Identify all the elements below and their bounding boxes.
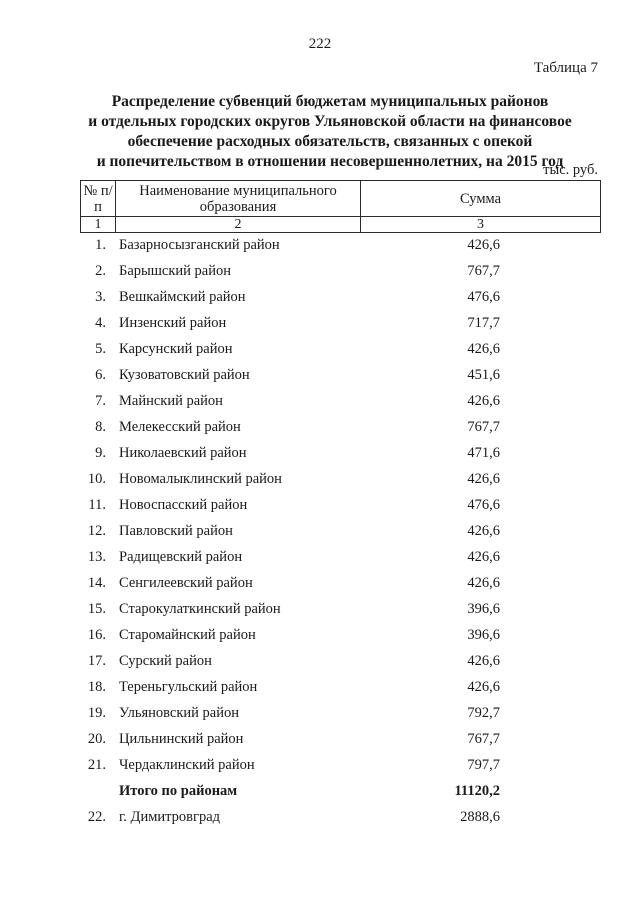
municipality-name: Мелекесский район: [119, 419, 241, 435]
municipality-name: Сенгилеевский район: [119, 575, 253, 591]
title-line: и попечительством в отношении несовершеннолетних, на 2015 год: [96, 153, 564, 170]
row-number: 19.: [87, 705, 106, 721]
table-body: [0, 233, 640, 831]
municipality-name: г. Димитровград: [119, 809, 221, 825]
total-label: Итого по районам: [119, 783, 238, 799]
row-number: 20.: [87, 731, 106, 747]
row-number: 16.: [87, 627, 106, 643]
municipality-name: Новомалыклинский район: [119, 471, 282, 487]
table-row: [0, 623, 640, 649]
table-row: [0, 415, 640, 441]
municipality-name: Базарносызганский район: [119, 237, 280, 253]
municipality-name: Радищевский район: [119, 549, 243, 565]
amount: 426,6: [467, 523, 500, 539]
total-amount: 11120,2: [454, 783, 500, 799]
header-sum: Сумма: [361, 181, 601, 217]
municipality-name: Чердаклинский район: [119, 757, 255, 773]
row-number: 12.: [87, 523, 106, 539]
title-line: обеспечение расходных обязательств, связанных с опекой: [127, 133, 533, 150]
municipality-name: Тереньгульский район: [119, 679, 258, 695]
amount: 426,6: [467, 549, 500, 565]
column-index: 3: [361, 217, 601, 233]
municipality-name: Новоспасский район: [119, 497, 248, 513]
amount: 717,7: [467, 315, 500, 331]
amount: 426,6: [467, 341, 500, 357]
row-number: 3.: [95, 289, 106, 305]
amount: 476,6: [467, 289, 500, 305]
municipality-name: Цильнинский район: [119, 731, 244, 747]
header-name: Наименование муниципального образования: [116, 181, 361, 217]
row-number: 17.: [87, 653, 106, 669]
municipality-name: Барышский район: [119, 263, 231, 279]
amount: 426,6: [467, 393, 500, 409]
amount: 426,6: [467, 237, 500, 253]
amount: 426,6: [467, 471, 500, 487]
total-row: [0, 779, 640, 805]
table-row: [0, 649, 640, 675]
column-index: 2: [116, 217, 361, 233]
row-number: 8.: [95, 419, 106, 435]
municipality-name: Карсунский район: [119, 341, 233, 357]
column-index: 1: [81, 217, 116, 233]
amount: 396,6: [467, 601, 500, 617]
row-number: 4.: [95, 315, 106, 331]
amount: 476,6: [467, 497, 500, 513]
municipality-name: Старомайнский район: [119, 627, 256, 643]
table-row: [0, 805, 640, 831]
row-number: 1.: [95, 237, 106, 253]
amount: 396,6: [467, 627, 500, 643]
municipality-name: Павловский район: [119, 523, 233, 539]
row-number: 10.: [87, 471, 106, 487]
row-number: 18.: [87, 679, 106, 695]
municipality-name: Майнский район: [119, 393, 223, 409]
row-number: 15.: [87, 601, 106, 617]
amount: 797,7: [467, 757, 500, 773]
table-row: [0, 597, 640, 623]
municipality-name: Николаевский район: [119, 445, 247, 461]
row-number: 11.: [88, 497, 106, 513]
table-row: [0, 675, 640, 701]
row-number: 21.: [87, 757, 106, 773]
table-row: [0, 545, 640, 571]
amount: 767,7: [467, 731, 500, 747]
table-row: [0, 701, 640, 727]
table-row: [0, 311, 640, 337]
table-row: [0, 519, 640, 545]
table-row: [0, 363, 640, 389]
table-row: [0, 493, 640, 519]
amount: 426,6: [467, 679, 500, 695]
amount: 451,6: [467, 367, 500, 383]
municipality-name: Старокулаткинский район: [119, 601, 281, 617]
amount: 426,6: [467, 575, 500, 591]
table-header: [80, 180, 601, 233]
amount: 2888,6: [460, 809, 500, 825]
municipality-name: Вешкаймский район: [119, 289, 246, 305]
amount: 792,7: [467, 705, 500, 721]
page-number: 222: [308, 36, 332, 52]
row-number: 14.: [87, 575, 106, 591]
table-row: [0, 753, 640, 779]
header-num: № п/п: [81, 181, 116, 217]
table-row: [0, 285, 640, 311]
document-title: [60, 92, 600, 172]
row-number: 2.: [95, 263, 106, 279]
title-line: и отдельных городских округов Ульяновской области на финансовое: [88, 113, 572, 130]
municipality-name: Сурский район: [119, 653, 212, 669]
row-number: 13.: [87, 549, 106, 565]
municipality-name: Кузоватовский район: [119, 367, 250, 383]
table-row: [0, 337, 640, 363]
table-row: [0, 259, 640, 285]
row-number: 9.: [95, 445, 106, 461]
table-label: Таблица 7: [533, 60, 598, 76]
units-label: тыс. руб.: [543, 162, 598, 178]
row-number: 22.: [87, 809, 106, 825]
row-number: 7.: [95, 393, 106, 409]
table-row: [0, 233, 640, 259]
table-row: [0, 467, 640, 493]
municipality-name: Инзенский район: [119, 315, 227, 331]
amount: 426,6: [467, 653, 500, 669]
municipality-name: Ульяновский район: [119, 705, 240, 721]
title-line: Распределение субвенций бюджетам муниципальных районов: [111, 93, 549, 110]
amount: 767,7: [467, 419, 500, 435]
row-number: 5.: [95, 341, 106, 357]
table-row: [0, 727, 640, 753]
row-number: 6.: [95, 367, 106, 383]
table-row: [0, 441, 640, 467]
amount: 471,6: [467, 445, 500, 461]
table-row: [0, 389, 640, 415]
amount: 767,7: [467, 263, 500, 279]
table-row: [0, 571, 640, 597]
